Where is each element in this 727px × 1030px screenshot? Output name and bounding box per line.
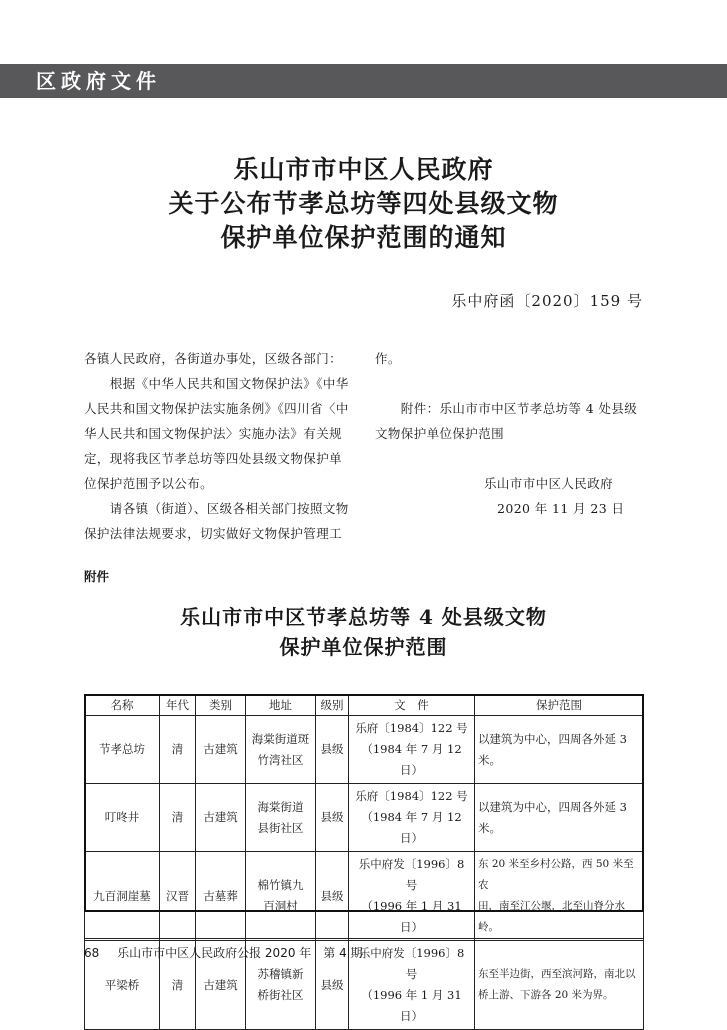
body-line: 各镇人民政府，各街道办事处，区级各部门： [84, 351, 343, 366]
cell-name: 叮咚井 [85, 784, 160, 852]
cell-category: 古建筑 [196, 941, 246, 1030]
file-line: 乐府〔1984〕122 号 [355, 721, 468, 735]
address-line: 苏稽镇新 [257, 967, 304, 981]
cell-address [246, 852, 316, 941]
attachment-title-line-2: 保护单位保护范围 [279, 635, 448, 659]
cell-era: 清 [160, 941, 196, 1030]
document-title-line-1: 乐山市市中区人民政府 [233, 155, 494, 184]
table-row [85, 716, 644, 784]
body-line: 保护法律法规要求，切实做好文物保护管理工 [84, 526, 343, 541]
table-row [85, 852, 644, 941]
header-category: 类别 [196, 695, 246, 716]
address-line: 竹湾社区 [257, 752, 304, 767]
header-name: 名称 [85, 695, 160, 716]
header-era: 年代 [160, 695, 196, 716]
range-line: 东至半边街，西至滨河路，南北以 [478, 968, 636, 980]
document-title-line-3: 保护单位保护范围的通知 [220, 223, 507, 252]
table-header-row [85, 695, 644, 716]
range-line: 米。 [478, 752, 501, 767]
cell-level: 县级 [316, 852, 349, 941]
body-continuation: 作。 [375, 351, 401, 366]
file-line: （1984 年 7 月 12 日） [361, 810, 462, 845]
cell-level: 县级 [316, 716, 349, 784]
body-line: 根据《中华人民共和国文物保护法》《中华 [84, 376, 349, 391]
cell-address [246, 716, 316, 784]
section-banner [0, 64, 727, 98]
body-line: 请各镇（街道）、区级各相关部门按照文物 [84, 501, 349, 516]
attachment-label: 附件 [84, 569, 110, 584]
issue-date: 2020 年 11 月 23 日 [497, 501, 625, 516]
cell-range [475, 716, 644, 784]
cell-range [475, 852, 644, 941]
protection-range-table [84, 694, 644, 1030]
attachment-title-line-1: 乐山市市中区节孝总坊等 4 处县级文物 [180, 605, 547, 629]
cell-file [349, 784, 475, 852]
cell-range [475, 784, 644, 852]
signer: 乐山市市中区人民政府 [484, 476, 614, 491]
header-level: 级别 [316, 695, 349, 716]
page-number: 68 [84, 946, 100, 960]
file-line: （1984 年 7 月 12 日） [361, 742, 462, 777]
body-line: 华人民共和国文物保护法〉实施办法》有关规 [84, 426, 343, 441]
cell-category: 古墓葬 [196, 852, 246, 941]
body-line: 位保护范围予以公布。 [84, 476, 214, 491]
cell-level: 县级 [316, 941, 349, 1030]
file-line: 乐府〔1984〕122 号 [355, 789, 468, 803]
cell-category: 古建筑 [196, 784, 246, 852]
cell-name: 节孝总坊 [85, 716, 160, 784]
header-range: 保护范围 [475, 695, 644, 716]
banner-label: 区政府文件 [36, 69, 161, 93]
cell-era: 清 [160, 784, 196, 852]
document-title-line-2: 关于公布节孝总坊等四处县级文物 [168, 189, 559, 218]
address-line: 海棠街道斑 [251, 731, 310, 746]
cell-range [475, 941, 644, 1030]
address-line: 桥街社区 [257, 988, 304, 1002]
address-line: 县街社区 [257, 820, 304, 835]
address-line: 百洞村 [263, 899, 298, 913]
page-footer [84, 944, 363, 961]
address-line: 海棠街道 [257, 799, 304, 814]
cell-file [349, 852, 475, 941]
cell-address [246, 784, 316, 852]
range-line: 桥上游、下游各 20 米为界。 [478, 989, 614, 1001]
cell-level: 县级 [316, 784, 349, 852]
file-line: 乐中府发〔1996〕8 号 [358, 857, 465, 892]
publication-name: 乐山市市中区人民政府公报 2020 年 第 4 期 [117, 946, 363, 960]
cell-file [349, 941, 475, 1030]
file-line: （1996 年 1 月 31 日） [361, 899, 462, 934]
header-address: 地址 [246, 695, 316, 716]
cell-era: 清 [160, 716, 196, 784]
file-line: 乐中府发〔1996〕8 号 [358, 946, 465, 981]
cell-era: 汉晋 [160, 852, 196, 941]
body-line: 人民共和国文物保护法实施条例》《四川省〈中 [84, 401, 349, 416]
cell-name: 平梁桥 [85, 941, 160, 1030]
cell-name: 九百洞崖墓 [85, 852, 160, 941]
range-line: 东 20 米至乡村公路，西 50 米至农 [478, 858, 634, 891]
range-line: 以建筑为中心，四周各外延 3 [478, 731, 627, 746]
range-line: 田，南至江公堰，北至山脊分水岭。 [478, 900, 625, 933]
cell-file [349, 716, 475, 784]
attachment-note-line-2: 文物保护单位保护范围 [375, 426, 505, 441]
range-line: 以建筑为中心，四周各外延 3 [478, 799, 627, 814]
range-line: 米。 [478, 820, 501, 835]
header-file: 文 件 [349, 695, 475, 716]
attachment-note: 附件：乐山市市中区节孝总坊等 4 处县级 [375, 401, 638, 416]
document-number: 乐中府函〔2020〕159 号 [451, 292, 643, 310]
table-row [85, 784, 644, 852]
body-line: 定，现将我区节孝总坊等四处县级文物保护单 [84, 451, 343, 466]
cell-category: 古建筑 [196, 716, 246, 784]
address-line: 棉竹镇九 [257, 878, 304, 892]
file-line: （1996 年 1 月 31 日） [361, 988, 462, 1023]
footer-divider [84, 938, 644, 939]
